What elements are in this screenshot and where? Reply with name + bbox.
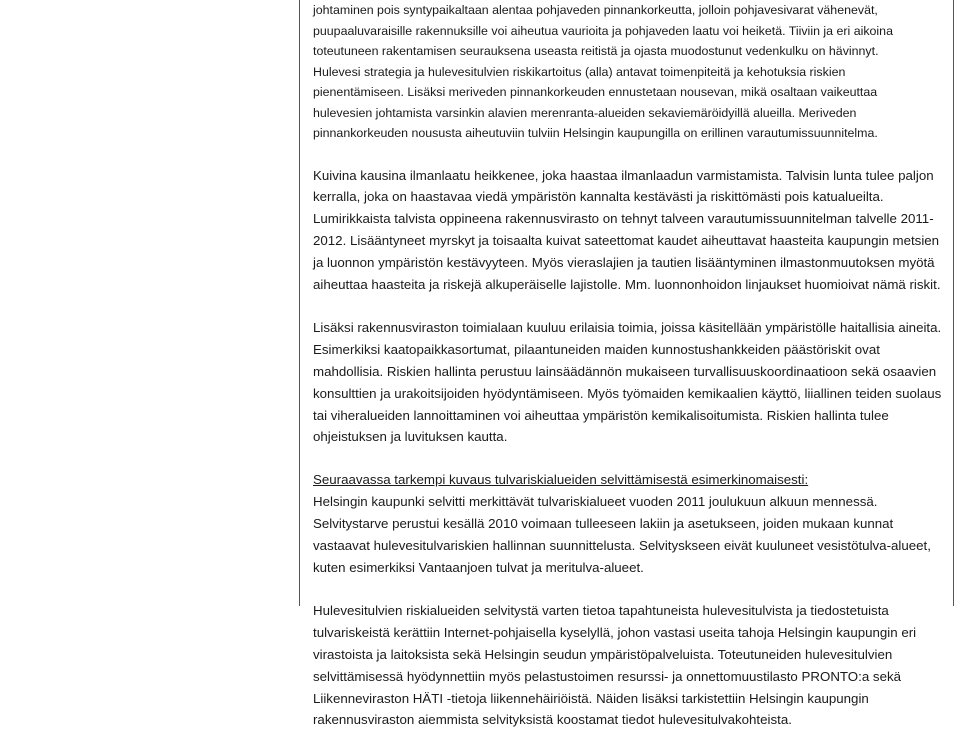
- table-cell-content: [313, 0, 949, 731]
- text-line: pinnankorkeuden noususta aiheutuviin tulviin Helsingin kaupungilla on erillinen varautumissuunnitelma.: [313, 126, 878, 140]
- text-line: ohjeistuksen ja luvituksen kautta.: [313, 429, 508, 445]
- text-line: Hulevesitulvien riskialueiden selvitystä varten tietoa tapahtuneista hulevesitulvista ja tiedostetuista: [313, 602, 889, 618]
- text-line: puupaaluvaraisille rakennuksille voi aiheutua vaurioita ja pohjaveden laatu voi heiketä. Tiiviin ja eri aikoina: [313, 23, 893, 38]
- paragraph-block-4: [313, 469, 949, 579]
- text-line: Lisäksi rakennusviraston toimialaan kuuluu erilaisia toimia, joissa käsitellään ympäristölle haitallisia aineita.: [313, 319, 942, 335]
- text-line: tai viheralueiden lannoittaminen voi aiheuttaa ympäristön kemikalisoitumista. Riskien hallinta tulee: [313, 407, 889, 423]
- text-line: johtaminen pois syntypaikaltaan alentaa pohjaveden pinnankorkeutta, jolloin pohjavesivarat vähenevät,: [313, 3, 878, 17]
- text-line: vastaavat hulevesitulvariskien hallinnan suunnittelusta. Selvityskseen eivät kuuluneet vesistötulva-alueet,: [313, 538, 931, 554]
- text-line: aiheuttaa haasteita ja riskejä alkuperäiselle lajistolle. Mm. luonnonhoidon linjaukset huomioivat nämä riskit.: [313, 277, 941, 293]
- text-line: Liikenneviraston HÄTI -tietoja liikennehäiriöistä. Näiden lisäksi tarkistettiin Helsingin kaupungin: [313, 690, 869, 706]
- paragraph-block-3: [313, 317, 949, 448]
- text-line: pienentämiseen. Lisäksi meriveden pinnankorkeuden ennustetaan nousevan, mikä osaltaan vaikeuttaa: [313, 85, 878, 99]
- text-line: kuten esimerkiksi Vantaanjoen tulvat ja meritulva-alueet.: [313, 560, 644, 575]
- text-line: ja luonnon ympäristön kestävyyteen. Myös vieraslajien ja tautien lisääntyminen ilmastonmuutoksen myötä: [313, 255, 935, 271]
- text-line: tulvariskeistä kerättiin Internet-pohjaisella kyselyllä, johon vastasi useita tahoja Helsingin kaupungin eri: [313, 624, 917, 640]
- text-line: Helsingin kaupunki selvitti merkittävät tulvariskialueet vuoden 2011 joulukuun alkuun mennessä.: [313, 494, 878, 510]
- text-line: Selvitystarve perustui kesällä 2010 voimaan tulleeseen lakiin ja asetukseen, joiden mukaan kunnat: [313, 516, 894, 532]
- text-line: Hulevesi strategia ja hulevesitulvien riskikartoitus (alla) antavat toimenpiteitä ja kehotuksia riskien: [313, 64, 846, 79]
- paragraph-block-5: [313, 600, 949, 731]
- text-line: Esimerkiksi kaatopaikkasortumat, pilaantuneiden maiden kunnostushankkeiden päästöriskit ovat: [313, 341, 880, 357]
- table-border-left: [299, 0, 300, 606]
- text-line: rakennusviraston aiemmista selvityksistä koostamat tiedot hulevesitulvakohteista.: [313, 712, 792, 728]
- text-line: toteutuneen rakentamisen seurauksena useasta reitistä ja ojasta muodostunut vedenkulku on hävinnyt.: [313, 44, 879, 58]
- table-border-right: [953, 0, 954, 606]
- text-line: kerralla, joka on haastavaa viedä ympäristön kannalta kestävästi ja riskittömästi pois katualueilta.: [313, 189, 884, 205]
- text-line: Kuivina kausina ilmanlaatu heikkenee, joka haastaa ilmanlaadun varmistamista. Talvisin lunta tulee paljon: [313, 167, 934, 183]
- paragraph-block-2: [313, 165, 949, 296]
- text-line: 2012. Lisääntyneet myrskyt ja toisaalta kuivat sateettomat kaudet aiheuttavat haasteita kaupungin metsien: [313, 233, 940, 249]
- text-line: konsulttien ja urakoitsijoiden hyödyntämiseen. Myös työmaiden kemikaalien käyttö, liiallinen teiden suolaus: [313, 385, 942, 401]
- section-heading: Seuraavassa tarkempi kuvaus tulvariskialueiden selvittämisestä esimerkinomaisesti:: [313, 472, 809, 488]
- paragraph-block-1: [313, 0, 949, 144]
- text-line: Lumirikkaista talvista oppineena rakennusvirasto on tehnyt talveen varautumissuunnitelman talvelle 2011-: [313, 211, 934, 227]
- text-line: virastoista ja laitoksista sekä Helsingin seudun ympäristöpalveluista. Toteutuneiden hulevesitulvien: [313, 646, 893, 662]
- text-line: hulevesien johtamista varsinkin alavien merenranta-alueiden sekaviemäröidyillä alueilla. Meriveden: [313, 105, 857, 120]
- text-line: mahdollisia. Riskien hallinta perustuu lainsäädännön mukaiseen turvallisuuskoordinaatioon sekä osaavien: [313, 363, 937, 379]
- text-line: selvittämisessä hyödynnettiin myös pelastustoimen resurssi- ja onnettomuustilasto PRONTO:a sekä: [313, 668, 902, 684]
